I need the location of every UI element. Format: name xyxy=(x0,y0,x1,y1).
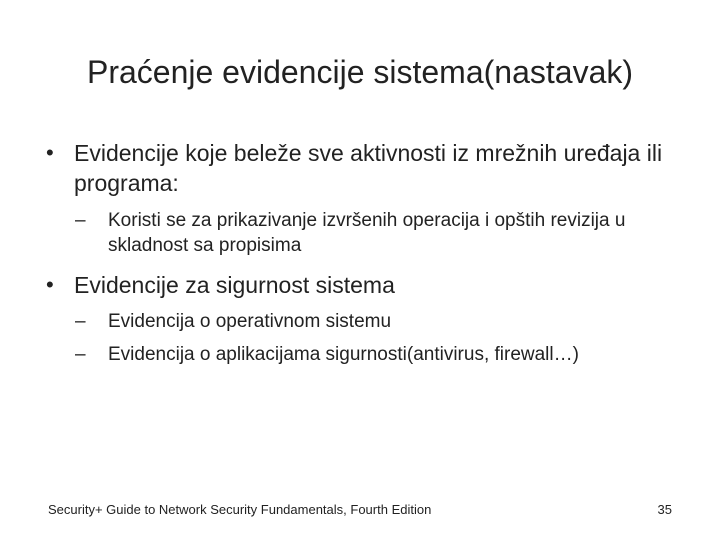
sub-bullet-item xyxy=(75,208,695,258)
bullet-marker: • xyxy=(46,140,54,165)
page-number: 35 xyxy=(657,502,672,517)
sub-bullet-item xyxy=(75,342,695,367)
sub-bullet-marker: – xyxy=(75,311,86,332)
slide-title: Praćenje evidencije sistema(nastavak) xyxy=(86,54,634,90)
bullet-item xyxy=(46,270,676,300)
bullet-item xyxy=(46,138,676,198)
bullet-marker: • xyxy=(46,272,54,297)
sub-bullet-marker: – xyxy=(75,210,86,231)
sub-bullet-text: Koristi se za prikazivanje izvršenih operacija i opštih revizija u skladnost sa propisima xyxy=(108,210,626,256)
bullet-text: Evidencije za sigurnost sistema xyxy=(74,272,395,298)
bullet-text: Evidencije koje beleže sve aktivnosti iz mrežnih uređaja ili programa: xyxy=(74,140,663,196)
sub-bullet-item xyxy=(75,309,695,334)
footer-source: Security+ Guide to Network Security Fundamentals, Fourth Edition xyxy=(48,502,432,517)
sub-bullet-marker: – xyxy=(75,344,86,365)
sub-bullet-text: Evidencija o operativnom sistemu xyxy=(108,311,392,332)
sub-bullet-text: Evidencija o aplikacijama sigurnosti(antivirus, firewall…) xyxy=(108,344,579,365)
